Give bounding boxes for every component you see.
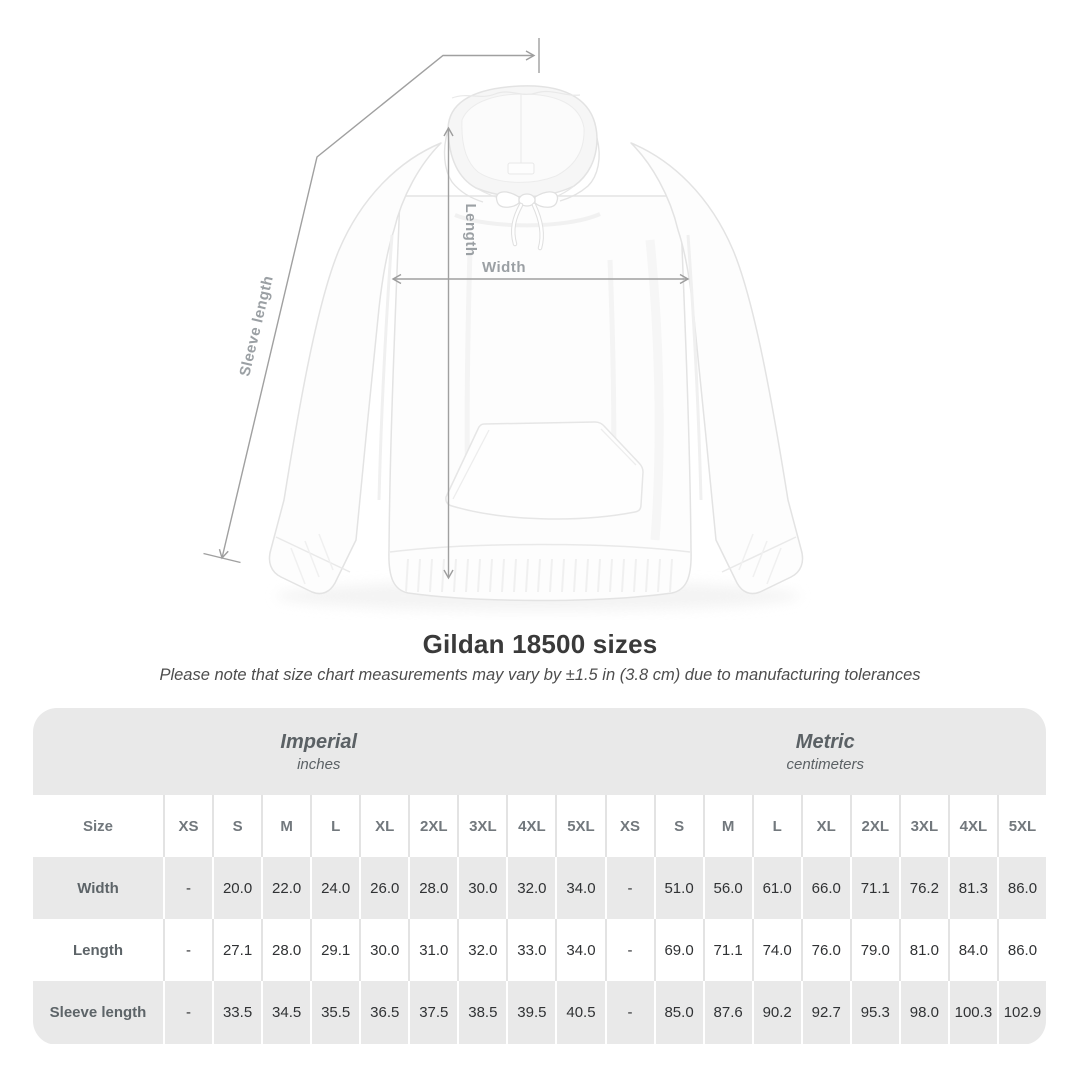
size-col-header-metric: XL [801, 795, 850, 857]
measurement-cell-metric: - [605, 919, 654, 981]
measurement-cell-metric: 71.1 [850, 857, 899, 919]
size-column-header: Size [82, 817, 113, 835]
measurement-cell-imperial: 32.0 [457, 919, 506, 981]
measurement-cell-imperial: 28.0 [261, 919, 310, 981]
measurement-cell-imperial: 35.5 [310, 981, 359, 1044]
size-col-header-imperial: 5XL [555, 795, 604, 857]
size-col-header-imperial: M [261, 795, 310, 857]
size-col-header-metric: 3XL [899, 795, 948, 857]
size-col-header-imperial: XS [163, 795, 212, 857]
row-label: Length [73, 941, 123, 959]
measurement-cell-imperial: 36.5 [359, 981, 408, 1044]
measurement-cell-imperial: 20.0 [212, 857, 261, 919]
measurement-cell-imperial: 39.5 [506, 981, 555, 1044]
measurement-cell-metric: - [605, 981, 654, 1044]
measurement-cell-imperial: 26.0 [359, 857, 408, 919]
measurement-cell-metric: 87.6 [703, 981, 752, 1044]
measurement-cell-imperial: - [163, 919, 212, 981]
measurement-cell-imperial: 34.5 [261, 981, 310, 1044]
measurement-cell-metric: 74.0 [752, 919, 801, 981]
measurement-cell-imperial: 33.0 [506, 919, 555, 981]
measurement-cell-imperial: 22.0 [261, 857, 310, 919]
measurement-cell-imperial: 33.5 [212, 981, 261, 1044]
measurement-cell-metric: 102.9 [997, 981, 1046, 1044]
imperial-group-header [33, 708, 605, 795]
hoodie-illustration [269, 86, 802, 601]
size-header-row [33, 795, 1046, 857]
size-col-header-metric: XS [605, 795, 654, 857]
measurement-cell-metric: 76.2 [899, 857, 948, 919]
tolerance-note: Please note that size chart measurements may vary by ±1.5 in (3.8 cm) due to manufacturing tolerances [159, 666, 921, 684]
metric-title: Metric [795, 730, 855, 753]
measurement-cell-metric: 86.0 [997, 857, 1046, 919]
heading-block [0, 628, 1080, 685]
size-col-header-imperial: 2XL [408, 795, 457, 857]
measurement-cell-metric: 98.0 [899, 981, 948, 1044]
measurement-cell-imperial: 28.0 [408, 857, 457, 919]
size-col-header-metric: 4XL [948, 795, 997, 857]
measurement-cell-imperial: - [163, 857, 212, 919]
measurement-cell-metric: 90.2 [752, 981, 801, 1044]
width-label: Width [481, 259, 527, 276]
measurement-cell-metric: 69.0 [654, 919, 703, 981]
measurement-cell-metric: 81.3 [948, 857, 997, 919]
row-label: Width [77, 879, 119, 897]
metric-group-header [605, 708, 1047, 795]
imperial-title: Imperial [280, 730, 358, 753]
measurement-cell-imperial: 34.0 [555, 919, 604, 981]
measurement-cell-metric: 56.0 [703, 857, 752, 919]
size-col-header-imperial: 3XL [457, 795, 506, 857]
measurement-cell-imperial: 27.1 [212, 919, 261, 981]
table-row [33, 981, 1046, 1044]
unit-band [33, 708, 1046, 795]
kangaroo-pocket [446, 422, 643, 519]
size-col-header-metric: S [654, 795, 703, 857]
measurement-cell-metric: 51.0 [654, 857, 703, 919]
measurement-cell-imperial: 29.1 [310, 919, 359, 981]
measurement-cell-metric: - [605, 857, 654, 919]
size-col-header-imperial: S [212, 795, 261, 857]
measurement-cell-metric: 86.0 [997, 919, 1046, 981]
measurement-cell-imperial: - [163, 981, 212, 1044]
measurement-cell-imperial: 31.0 [408, 919, 457, 981]
sleeve-length-label: Sleeve length [236, 273, 277, 379]
size-col-header-imperial: XL [359, 795, 408, 857]
size-col-header-imperial: L [310, 795, 359, 857]
metric-unit: centimeters [786, 755, 865, 773]
size-col-header-metric: M [703, 795, 752, 857]
measurement-cell-imperial: 40.5 [555, 981, 604, 1044]
measurement-cell-metric: 61.0 [752, 857, 801, 919]
size-table [33, 708, 1046, 1045]
size-col-header-metric: 5XL [997, 795, 1046, 857]
measurement-cell-metric: 84.0 [948, 919, 997, 981]
page-title: Gildan 18500 sizes [422, 629, 658, 659]
sleeve-bottom-tick [204, 554, 241, 563]
measurement-cell-metric: 100.3 [948, 981, 997, 1044]
measurement-cell-metric: 66.0 [801, 857, 850, 919]
measurement-cell-imperial: 38.5 [457, 981, 506, 1044]
size-col-header-metric: L [752, 795, 801, 857]
measurement-cell-imperial: 34.0 [555, 857, 604, 919]
measurement-cell-imperial: 37.5 [408, 981, 457, 1044]
table-row [33, 919, 1046, 981]
neck-tag [508, 163, 534, 174]
measurement-cell-metric: 79.0 [850, 919, 899, 981]
size-col-header-imperial: 4XL [506, 795, 555, 857]
size-col-header-metric: 2XL [850, 795, 899, 857]
measurement-cell-imperial: 32.0 [506, 857, 555, 919]
table-row [33, 857, 1046, 919]
length-label: Length [462, 203, 479, 257]
measurement-cell-metric: 95.3 [850, 981, 899, 1044]
measurement-cell-metric: 76.0 [801, 919, 850, 981]
imperial-unit: inches [297, 755, 341, 773]
measurement-cell-metric: 81.0 [899, 919, 948, 981]
measurement-cell-imperial: 30.0 [457, 857, 506, 919]
measurement-cell-metric: 92.7 [801, 981, 850, 1044]
row-label: Sleeve length [49, 1004, 147, 1021]
measurement-cell-imperial: 30.0 [359, 919, 408, 981]
measurement-cell-imperial: 24.0 [310, 857, 359, 919]
measurement-cell-metric: 71.1 [703, 919, 752, 981]
measurement-cell-metric: 85.0 [654, 981, 703, 1044]
